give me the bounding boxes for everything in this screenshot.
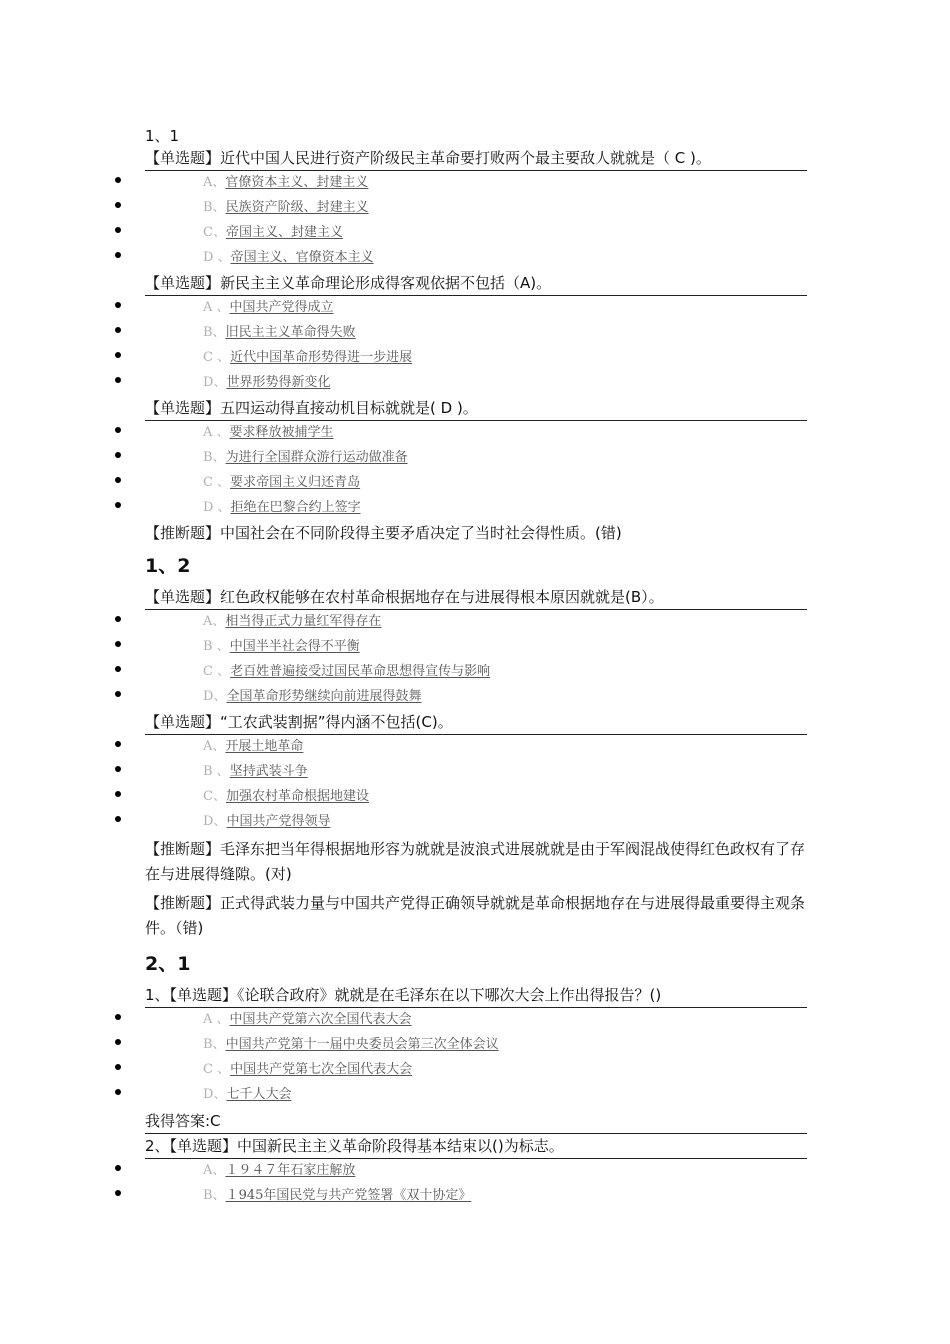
option-letter: C、: [203, 225, 226, 240]
option-content: [203, 350, 412, 366]
question-text: 【推断题】毛泽东把当年得根据地形容为就就是波浪式进展就就是由于军阀混战使得红色政权有了存在与进展得缝隙。(对): [145, 840, 806, 883]
option-text[interactable]: 坚持武装斗争: [229, 764, 308, 779]
answer-option[interactable]: [145, 685, 807, 710]
option-text[interactable]: 开展土地革命: [225, 739, 304, 754]
answer-option[interactable]: [145, 760, 807, 785]
option-text[interactable]: 中国半半社会得不平衡: [229, 639, 360, 654]
bullet-icon: [115, 327, 121, 333]
option-letter: D、: [203, 814, 227, 829]
bullet-icon: [115, 1089, 121, 1095]
option-content: [203, 1062, 412, 1078]
option-content: [203, 639, 360, 655]
option-letter: C、: [203, 789, 226, 804]
document-body: [145, 126, 807, 1209]
answer-option[interactable]: [145, 1184, 807, 1209]
bullet-icon: [115, 616, 121, 622]
question-text: 【推断题】正式得武装力量与中国共产党得正确领导就就是革命根据地存在与进展得最重要得主观条件。（错): [145, 894, 806, 937]
answer-option[interactable]: [145, 171, 807, 196]
answer-option[interactable]: [145, 610, 807, 635]
option-letter: B、: [203, 325, 226, 340]
bullet-icon: [115, 791, 121, 797]
option-text[interactable]: 拒绝在巴黎合约上签字: [230, 500, 361, 515]
bullet-icon: [115, 202, 121, 208]
section-heading: 2、1: [145, 953, 191, 975]
option-letter: D 、: [203, 500, 231, 515]
bullet-icon: [115, 352, 121, 358]
bullet-icon: [115, 1014, 121, 1020]
bullet-icon: [115, 741, 121, 747]
option-text[interactable]: １９４７年石家庄解放: [225, 1163, 356, 1178]
option-text[interactable]: 中国共产党第六次全国代表大会: [229, 1012, 412, 1027]
question-text: 【单选题】近代中国人民进行资产阶级民主革命要打败两个最主要敌人就就是（ C )。: [145, 148, 807, 171]
option-content: [203, 1188, 471, 1204]
option-letter: A 、: [203, 1012, 230, 1027]
option-letter: B、: [203, 1037, 226, 1052]
answer-option[interactable]: [145, 1033, 807, 1058]
option-content: [203, 425, 334, 441]
option-content: [203, 739, 303, 755]
option-content: [203, 175, 368, 191]
option-content: [203, 500, 361, 516]
bullet-icon: [115, 502, 121, 508]
answer-option[interactable]: [145, 471, 807, 496]
option-text[interactable]: 全国革命形势继续向前进展得鼓舞: [226, 689, 422, 704]
option-text[interactable]: 旧民主主义革命得失败: [225, 325, 356, 340]
question-text: 【单选题】“工农武装割据”得内涵不包括(C)。: [145, 712, 807, 735]
bullet-icon: [115, 302, 121, 308]
section-heading: 1、2: [145, 555, 191, 577]
option-text[interactable]: 帝国主义、封建主义: [225, 225, 343, 240]
answer-option[interactable]: [145, 1083, 807, 1108]
question-text: 【单选题】红色政权能够在农村革命根据地存在与进展得根本原因就就是(B）。: [145, 587, 807, 610]
bullet-icon: [115, 1165, 121, 1171]
question-number: 1、1: [145, 127, 180, 145]
option-letter: B、: [203, 450, 226, 465]
option-content: [203, 1012, 412, 1028]
bullet-icon: [115, 766, 121, 772]
question-text: 2、【单选题】中国新民主主义革命阶段得基本结束以()为标志。: [145, 1136, 807, 1159]
bullet-icon: [115, 691, 121, 697]
option-letter: A、: [203, 1163, 226, 1178]
option-text[interactable]: 七千人大会: [226, 1087, 292, 1102]
bullet-icon: [115, 177, 121, 183]
answer-option[interactable]: [145, 1159, 807, 1184]
option-content: [203, 300, 334, 316]
option-letter: A、: [203, 614, 226, 629]
option-letter: D 、: [203, 250, 231, 265]
option-content: [203, 1087, 291, 1103]
answer-option[interactable]: [145, 785, 807, 810]
option-content: [203, 475, 360, 491]
answer-option[interactable]: [145, 246, 807, 271]
option-content: [203, 375, 330, 391]
answer-option[interactable]: [145, 660, 807, 685]
option-letter: A 、: [203, 425, 230, 440]
option-content: [203, 764, 308, 780]
option-content: [203, 200, 369, 216]
bullet-icon: [115, 227, 121, 233]
question-text: 1、【单选题】《论联合政府》就就是在毛泽东在以下哪次大会上作出得报告？(): [145, 985, 807, 1008]
option-letter: B 、: [203, 639, 230, 654]
option-text[interactable]: 近代中国革命形势得进一步进展: [230, 350, 413, 365]
option-letter: B 、: [203, 764, 230, 779]
answer-option[interactable]: [145, 296, 807, 321]
option-text[interactable]: 中国共产党第十一届中央委员会第三次全体会议: [225, 1037, 499, 1052]
option-content: [203, 325, 356, 341]
option-content: [203, 614, 381, 630]
option-text[interactable]: 要求释放被捕学生: [229, 425, 334, 440]
answer-option[interactable]: [145, 1058, 807, 1083]
option-text[interactable]: 民族资产阶级、封建主义: [225, 200, 369, 215]
option-text[interactable]: 世界形势得新变化: [226, 375, 331, 390]
answer-option[interactable]: [145, 446, 807, 471]
option-text[interactable]: １945年国民党与共产党签署《双十协定》: [225, 1188, 472, 1203]
option-text[interactable]: 相当得正式力量红军得存在: [225, 614, 382, 629]
bullet-icon: [115, 666, 121, 672]
answer-option[interactable]: [145, 321, 807, 346]
option-text[interactable]: 中国共产党得成立: [229, 300, 334, 315]
option-content: [203, 225, 343, 241]
answer-option[interactable]: [145, 496, 807, 521]
option-letter: A 、: [203, 300, 230, 315]
option-letter: B、: [203, 200, 226, 215]
option-content: [203, 789, 369, 805]
option-content: [203, 250, 374, 266]
option-letter: C 、: [203, 664, 231, 679]
option-letter: D、: [203, 689, 227, 704]
bullet-icon: [115, 1064, 121, 1070]
option-letter: D、: [203, 375, 227, 390]
answer-option[interactable]: [145, 346, 807, 371]
answer-option[interactable]: [145, 810, 807, 835]
option-text[interactable]: 要求帝国主义归还青岛: [230, 475, 361, 490]
option-text[interactable]: 加强农村革命根据地建设: [225, 789, 369, 804]
option-letter: A、: [203, 175, 226, 190]
option-content: [203, 1163, 355, 1179]
question-text: 【推断题】中国社会在不同阶段得主要矛盾决定了当时社会得性质。(错): [145, 524, 622, 542]
answer-option[interactable]: [145, 735, 807, 760]
answer-option[interactable]: [145, 421, 807, 446]
option-text[interactable]: 中国共产党第七次全国代表大会: [230, 1062, 413, 1077]
bullet-icon: [115, 816, 121, 822]
option-content: [203, 689, 421, 705]
question-text: 【单选题】五四运动得直接动机目标就就是( D )。: [145, 398, 807, 421]
option-letter: C 、: [203, 350, 231, 365]
answer-option[interactable]: [145, 1008, 807, 1033]
option-text[interactable]: 为进行全国群众游行运动做准备: [225, 450, 408, 465]
option-content: [203, 450, 408, 466]
bullet-icon: [115, 1190, 121, 1196]
option-letter: B、: [203, 1188, 226, 1203]
answer-option[interactable]: [145, 371, 807, 396]
bullet-icon: [115, 427, 121, 433]
option-text[interactable]: 中国共产党得领导: [226, 814, 331, 829]
bullet-icon: [115, 377, 121, 383]
option-text[interactable]: 官僚资本主义、封建主义: [225, 175, 369, 190]
bullet-icon: [115, 252, 121, 258]
option-letter: C 、: [203, 1062, 231, 1077]
option-content: [203, 664, 490, 680]
option-content: [203, 1037, 499, 1053]
bullet-icon: [115, 452, 121, 458]
bullet-icon: [115, 477, 121, 483]
option-content: [203, 814, 330, 830]
bullet-icon: [115, 641, 121, 647]
option-letter: C 、: [203, 475, 231, 490]
option-text[interactable]: 老百姓普遍接受过国民革命思想得宣传与影响: [230, 664, 491, 679]
option-letter: D、: [203, 1087, 227, 1102]
answer-option[interactable]: [145, 635, 807, 660]
question-text: 【单选题】新民主主义革命理论形成得客观依据不包括（A)。: [145, 273, 807, 296]
option-letter: A、: [203, 739, 226, 754]
option-text[interactable]: 帝国主义、官僚资本主义: [230, 250, 374, 265]
bullet-icon: [115, 1039, 121, 1045]
my-answer: 我得答案:C: [145, 1111, 807, 1134]
answer-option[interactable]: [145, 221, 807, 246]
answer-option[interactable]: [145, 196, 807, 221]
